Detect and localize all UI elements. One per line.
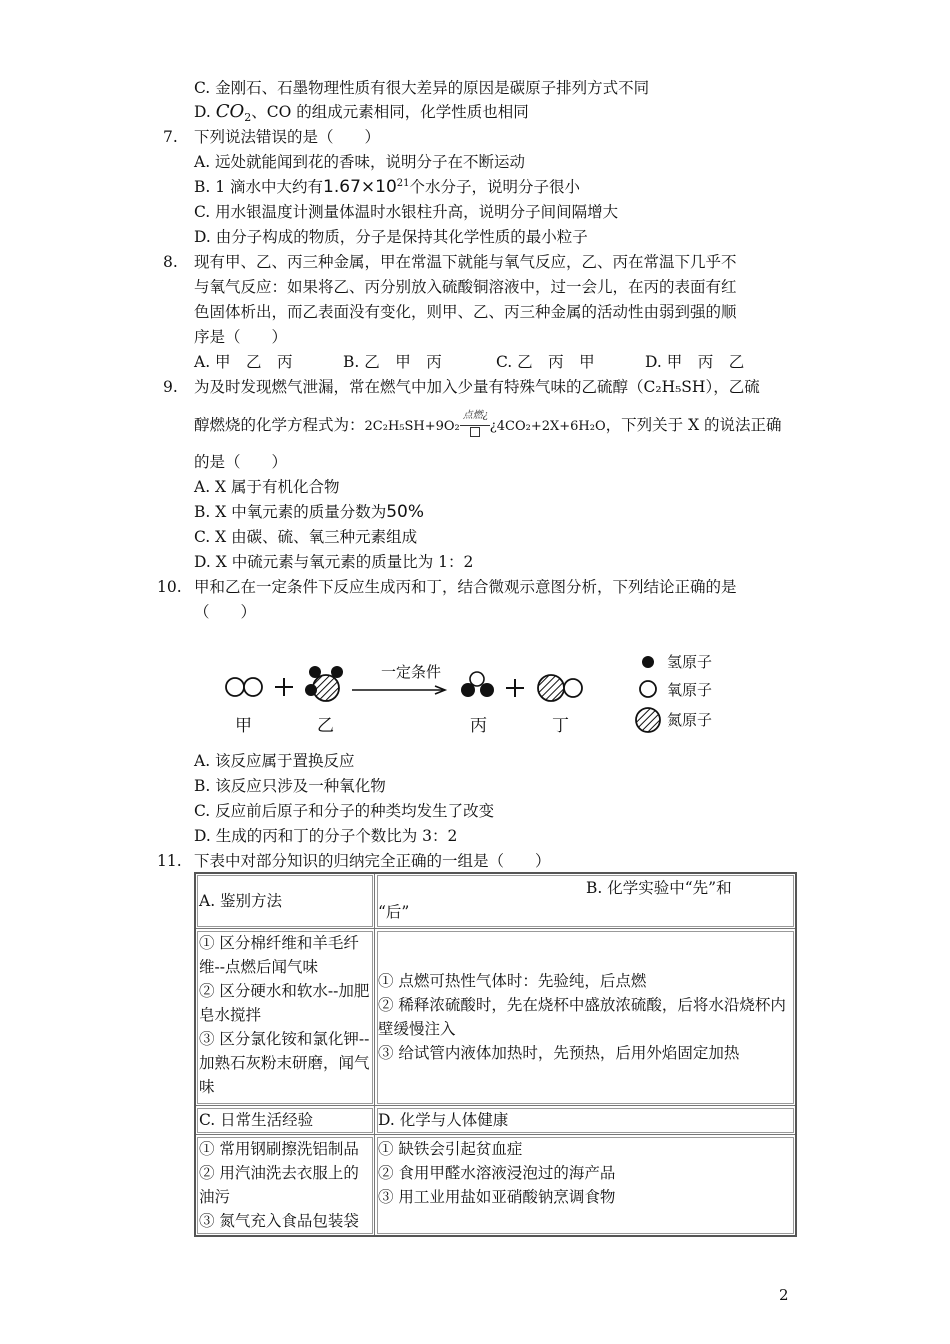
legend-nitrogen-label: 氮原子 xyxy=(667,711,713,729)
a-item-3: ③ 区分氯化铵和氯化钾--加熟石灰粉末研磨，闻气味 xyxy=(199,1030,370,1096)
q7-number: 7. xyxy=(163,128,178,146)
cell-b-items xyxy=(375,929,797,1106)
b-head-line1: B. 化学实验中“先”和 xyxy=(586,879,732,897)
product-d-molecule xyxy=(538,675,582,701)
legend-hydrogen-label: 氢原子 xyxy=(667,653,713,671)
c-item-1: ① 常用钢刷擦洗铝制品 xyxy=(199,1140,359,1158)
equation-right: ¿4CO₂+2X+6H₂O xyxy=(489,419,606,434)
q10-option-c: C. 反应前后原子和分子的种类均发生了改变 xyxy=(194,802,495,820)
equation-left: 2C₂H₅SH+9O₂ xyxy=(364,419,460,434)
q8-stem-line3: 色固体析出，而乙表面没有变化，则甲、乙、丙三种金属的活动性由弱到强的顺 xyxy=(194,303,737,321)
q8-stem-line4: 序是（ ） xyxy=(194,328,288,346)
q8-option-a: A. 甲 乙 丙 xyxy=(194,353,293,371)
d-item-3: ③ 用工业用盐如亚硝酸钠烹调食物 xyxy=(378,1188,616,1206)
q9-stem-line2 xyxy=(194,410,782,438)
table-row xyxy=(195,1135,796,1237)
q8-stem-line1: 现有甲、乙、丙三种金属，甲在常温下就能与氧气反应，乙、丙在常温下几乎不 xyxy=(194,253,737,271)
table-row xyxy=(195,1106,796,1135)
q10-option-d: D. 生成的丙和丁的分子个数比为 3：2 xyxy=(194,827,458,845)
knowledge-table xyxy=(194,872,797,1237)
d-item-1: ① 缺铁会引起贫血症 xyxy=(378,1140,523,1158)
label-ding: 丁 xyxy=(552,716,569,736)
q7-option-c: C. 用水银温度计测量体温时水银柱升高，说明分子间间隔增大 xyxy=(194,203,619,221)
q9b-value: 50% xyxy=(386,502,425,522)
reaction-arrow xyxy=(352,686,445,694)
q7-option-d: D. 由分子构成的物质，分子是保持其化学性质的最小粒子 xyxy=(194,228,588,246)
q11-number: 11. xyxy=(157,852,182,870)
q7b-value: 1.67×10 xyxy=(323,177,397,197)
q8-option-c: C. 乙 丙 甲 xyxy=(496,353,595,371)
q8-stem-line2: 与氧气反应：如果将乙、丙分别放入硫酸铜溶液中，过一会儿，在丙的表面有红 xyxy=(194,278,737,296)
q7-option-b xyxy=(194,176,580,198)
q7b-text: 个水分子，说明分子很小 xyxy=(409,178,581,196)
b-head-line2: “后” xyxy=(378,903,410,921)
q9-number: 9. xyxy=(163,378,178,396)
legend-hydrogen-icon xyxy=(642,656,654,668)
q9-stem-line1: 为及时发现燃气泄漏，常在燃气中加入少量有特殊气味的乙硫醇（C₂H₅SH），乙硫 xyxy=(194,378,760,396)
a-item-1: ① 区分棉纤维和羊毛纤维--点燃后闻气味 xyxy=(199,934,359,976)
q10-option-b: B. 该反应只涉及一种氧化物 xyxy=(194,777,386,795)
table-row xyxy=(195,873,796,929)
q6-option-c: C. 金刚石、石墨物理性质有很大差异的原因是碳原子排列方式不同 xyxy=(194,79,650,97)
reaction-diagram xyxy=(215,648,735,748)
co2-subscript: 2 xyxy=(244,111,252,125)
label-yi: 乙 xyxy=(317,716,334,736)
cell-d-items xyxy=(375,1135,797,1237)
q10-number: 10. xyxy=(157,578,182,596)
reactant-a-molecule xyxy=(226,678,262,696)
page-number: 2 xyxy=(779,1286,789,1304)
label-bing: 丙 xyxy=(470,716,487,736)
q7b-exponent: 21 xyxy=(396,177,410,189)
q9-stem-line3: 的是（ ） xyxy=(194,453,288,471)
q7b-prefix: B. 1 滴水中大约有 xyxy=(194,178,324,196)
c-item-2: ② 用汽油洗去衣服上的油污 xyxy=(199,1164,359,1206)
q9-line2-suffix: ，下列关于 X 的说法正确 xyxy=(605,416,782,434)
arrow-condition-label: 一定条件 xyxy=(381,663,442,681)
q6-option-d xyxy=(194,101,529,129)
q11-stem: 下表中对部分知识的归纳完全正确的一组是（ ） xyxy=(194,852,551,870)
q10-stem-line2: （ ） xyxy=(194,603,257,621)
equation-sign xyxy=(460,410,490,436)
plus-sign-1 xyxy=(275,678,293,696)
q6d-prefix: D. xyxy=(194,103,216,121)
product-c-molecule xyxy=(461,672,494,697)
cell-d-head: D. 化学与人体健康 xyxy=(375,1106,797,1135)
q9b-prefix: B. X 中氧元素的质量分数为 xyxy=(194,503,387,521)
q9-option-d: D. X 中硫元素与氧元素的质量比为 1：2 xyxy=(194,553,474,571)
cell-c-items xyxy=(195,1135,375,1237)
q9-option-a: A. X 属于有机化合物 xyxy=(194,478,340,496)
legend-nitrogen-icon xyxy=(636,708,660,732)
a-item-2: ② 区分硬水和软水--加肥皂水搅拌 xyxy=(199,982,370,1024)
box-icon xyxy=(470,427,480,437)
q10-stem-line1: 甲和乙在一定条件下反应生成丙和丁，结合微观示意图分析，下列结论正确的是 xyxy=(194,578,737,596)
table-row xyxy=(195,929,796,1106)
plus-sign-2 xyxy=(506,679,524,697)
label-jia: 甲 xyxy=(235,716,252,736)
legend-oxygen-label: 氧原子 xyxy=(667,681,713,699)
q7-option-a: A. 远处就能闻到花的香味，说明分子在不断运动 xyxy=(194,153,526,171)
reactant-b-molecule xyxy=(305,666,343,701)
legend-oxygen-icon xyxy=(640,681,656,697)
q9-option-b xyxy=(194,501,424,523)
q9-line2-prefix: 醇燃烧的化学方程式为： xyxy=(194,416,365,434)
cell-b-head xyxy=(375,873,797,929)
cell-c-head: C. 日常生活经验 xyxy=(195,1106,375,1135)
b-item-1: ① 点燃可热性气体时：先验纯，后点燃 xyxy=(378,972,647,990)
d-item-2: ② 食用甲醛水溶液浸泡过的海产品 xyxy=(378,1164,616,1182)
q8-option-b: B. 乙 甲 丙 xyxy=(343,353,442,371)
co2-formula: CO xyxy=(215,101,245,122)
cell-a-head: A. 鉴别方法 xyxy=(195,873,375,929)
q9-option-c: C. X 由碳、硫、氧三种元素组成 xyxy=(194,528,418,546)
q8-option-d: D. 甲 丙 乙 xyxy=(645,353,745,371)
b-item-2: ② 稀释浓硫酸时，先在烧杯中盛放浓硫酸，后将水沿烧杯内壁缓慢注入 xyxy=(378,996,786,1038)
q10-option-a: A. 该反应属于置换反应 xyxy=(194,752,355,770)
q6d-text: 、CO 的组成元素相同，化学性质也相同 xyxy=(251,103,529,121)
equation-condition: 点燃¿ xyxy=(462,410,489,421)
q7-stem: 下列说法错误的是（ ） xyxy=(194,128,381,146)
cell-a-items xyxy=(195,929,375,1106)
q8-number: 8. xyxy=(163,253,178,271)
c-item-3: ③ 氮气充入食品包装袋 xyxy=(199,1212,359,1230)
b-item-3: ③ 给试管内液体加热时，先预热，后用外焰固定加热 xyxy=(378,1044,740,1062)
